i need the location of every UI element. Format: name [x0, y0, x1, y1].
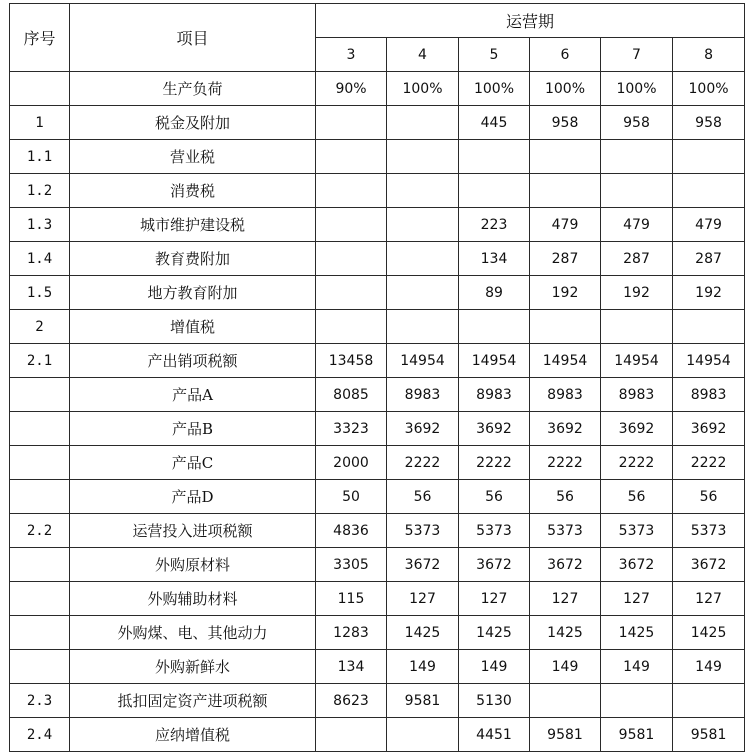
year-header: 8 [673, 38, 745, 72]
seq-cell [10, 446, 70, 480]
item-cell: 运营投入进项税额 [70, 514, 316, 548]
value-cell: 2222 [601, 446, 673, 480]
table-row [10, 582, 745, 616]
seq-cell [10, 480, 70, 514]
item-cell: 增值税 [70, 310, 316, 344]
value-cell: 90% [316, 72, 387, 106]
seq-cell [10, 378, 70, 412]
table-row [10, 242, 745, 276]
value-cell: 9581 [387, 684, 459, 718]
value-cell: 3672 [601, 548, 673, 582]
value-cell: 8623 [316, 684, 387, 718]
value-cell: 958 [601, 106, 673, 140]
value-cell [601, 140, 673, 174]
value-cell: 5373 [387, 514, 459, 548]
value-cell [673, 684, 745, 718]
value-cell: 5130 [459, 684, 530, 718]
seq-cell: 1.4 [10, 242, 70, 276]
table-row [10, 344, 745, 378]
table-row [10, 140, 745, 174]
value-cell: 3692 [673, 412, 745, 446]
value-cell: 100% [459, 72, 530, 106]
value-cell: 9581 [601, 718, 673, 752]
item-cell: 产出销项税额 [70, 344, 316, 378]
value-cell [673, 310, 745, 344]
value-cell: 1425 [673, 616, 745, 650]
value-cell: 287 [673, 242, 745, 276]
value-cell: 1425 [530, 616, 601, 650]
value-cell: 3672 [459, 548, 530, 582]
table-row [10, 310, 745, 344]
value-cell: 192 [530, 276, 601, 310]
value-cell: 5373 [459, 514, 530, 548]
year-header: 5 [459, 38, 530, 72]
value-cell: 3672 [387, 548, 459, 582]
value-cell: 4451 [459, 718, 530, 752]
seq-cell: 1.2 [10, 174, 70, 208]
value-cell: 8983 [673, 378, 745, 412]
seq-cell [10, 72, 70, 106]
seq-cell: 1.1 [10, 140, 70, 174]
value-cell [673, 174, 745, 208]
value-cell [530, 684, 601, 718]
item-cell: 外购辅助材料 [70, 582, 316, 616]
value-cell: 149 [530, 650, 601, 684]
value-cell: 14954 [530, 344, 601, 378]
value-cell: 56 [673, 480, 745, 514]
value-cell: 127 [459, 582, 530, 616]
value-cell: 50 [316, 480, 387, 514]
value-cell [601, 174, 673, 208]
value-cell: 3305 [316, 548, 387, 582]
value-cell: 14954 [387, 344, 459, 378]
seq-cell [10, 650, 70, 684]
value-cell [530, 174, 601, 208]
value-cell [459, 174, 530, 208]
value-cell: 479 [601, 208, 673, 242]
value-cell [316, 106, 387, 140]
value-cell: 100% [673, 72, 745, 106]
value-cell: 134 [316, 650, 387, 684]
value-cell: 958 [673, 106, 745, 140]
seq-cell: 2.1 [10, 344, 70, 378]
value-cell: 127 [387, 582, 459, 616]
value-cell [316, 208, 387, 242]
value-cell [387, 140, 459, 174]
value-cell [673, 140, 745, 174]
value-cell [530, 310, 601, 344]
value-cell [459, 310, 530, 344]
item-cell: 外购原材料 [70, 548, 316, 582]
value-cell [530, 140, 601, 174]
value-cell: 14954 [673, 344, 745, 378]
value-cell: 3692 [387, 412, 459, 446]
value-cell: 100% [530, 72, 601, 106]
value-cell: 14954 [601, 344, 673, 378]
seq-header: 序号 [10, 4, 70, 72]
value-cell [316, 140, 387, 174]
table-row [10, 378, 745, 412]
item-cell: 外购新鲜水 [70, 650, 316, 684]
value-cell: 149 [601, 650, 673, 684]
table-row [10, 514, 745, 548]
value-cell: 1425 [387, 616, 459, 650]
value-cell: 127 [530, 582, 601, 616]
value-cell [387, 718, 459, 752]
table-row [10, 446, 745, 480]
seq-cell [10, 616, 70, 650]
value-cell: 127 [673, 582, 745, 616]
year-header: 4 [387, 38, 459, 72]
value-cell: 192 [673, 276, 745, 310]
seq-cell: 2 [10, 310, 70, 344]
value-cell: 3672 [673, 548, 745, 582]
value-cell: 56 [530, 480, 601, 514]
value-cell: 56 [459, 480, 530, 514]
table-row [10, 684, 745, 718]
item-cell: 产品D [70, 480, 316, 514]
value-cell: 479 [530, 208, 601, 242]
value-cell: 149 [459, 650, 530, 684]
value-cell: 479 [673, 208, 745, 242]
value-cell: 9581 [673, 718, 745, 752]
tax-table [9, 3, 745, 752]
value-cell: 1283 [316, 616, 387, 650]
seq-cell: 2.4 [10, 718, 70, 752]
value-cell [459, 140, 530, 174]
value-cell [601, 684, 673, 718]
seq-cell: 1 [10, 106, 70, 140]
value-cell [387, 242, 459, 276]
value-cell [601, 310, 673, 344]
value-cell: 3323 [316, 412, 387, 446]
seq-cell: 1.3 [10, 208, 70, 242]
value-cell: 287 [601, 242, 673, 276]
value-cell [387, 310, 459, 344]
value-cell: 149 [673, 650, 745, 684]
table-row [10, 650, 745, 684]
value-cell: 127 [601, 582, 673, 616]
item-cell: 应纳增值税 [70, 718, 316, 752]
item-cell: 产品B [70, 412, 316, 446]
table-body [10, 4, 745, 752]
item-header: 项目 [70, 4, 316, 72]
value-cell: 2222 [459, 446, 530, 480]
value-cell: 5373 [530, 514, 601, 548]
item-cell: 教育费附加 [70, 242, 316, 276]
seq-cell [10, 412, 70, 446]
table-row [10, 480, 745, 514]
table-row [10, 276, 745, 310]
value-cell: 223 [459, 208, 530, 242]
table-row [10, 718, 745, 752]
item-cell: 营业税 [70, 140, 316, 174]
table-row [10, 548, 745, 582]
value-cell: 100% [601, 72, 673, 106]
value-cell: 115 [316, 582, 387, 616]
value-cell: 8085 [316, 378, 387, 412]
value-cell: 2222 [530, 446, 601, 480]
seq-cell: 2.2 [10, 514, 70, 548]
value-cell [387, 174, 459, 208]
value-cell: 4836 [316, 514, 387, 548]
value-cell [316, 310, 387, 344]
value-cell: 1425 [459, 616, 530, 650]
value-cell: 8983 [387, 378, 459, 412]
value-cell: 134 [459, 242, 530, 276]
value-cell: 2222 [387, 446, 459, 480]
value-cell: 14954 [459, 344, 530, 378]
period-header: 运营期 [316, 4, 745, 38]
value-cell [316, 276, 387, 310]
value-cell: 1425 [601, 616, 673, 650]
value-cell: 3672 [530, 548, 601, 582]
value-cell: 56 [387, 480, 459, 514]
item-cell: 产品A [70, 378, 316, 412]
item-cell: 税金及附加 [70, 106, 316, 140]
item-cell: 消费税 [70, 174, 316, 208]
table-row [10, 72, 745, 106]
value-cell: 89 [459, 276, 530, 310]
year-header: 6 [530, 38, 601, 72]
table-row [10, 208, 745, 242]
value-cell [387, 106, 459, 140]
value-cell: 100% [387, 72, 459, 106]
value-cell: 5373 [601, 514, 673, 548]
table-row [10, 174, 745, 208]
seq-cell: 2.3 [10, 684, 70, 718]
item-cell: 地方教育附加 [70, 276, 316, 310]
seq-cell [10, 582, 70, 616]
value-cell: 3692 [459, 412, 530, 446]
value-cell: 3692 [530, 412, 601, 446]
value-cell: 9581 [530, 718, 601, 752]
value-cell [316, 174, 387, 208]
seq-cell: 1.5 [10, 276, 70, 310]
value-cell: 958 [530, 106, 601, 140]
value-cell: 3692 [601, 412, 673, 446]
value-cell: 2222 [673, 446, 745, 480]
table-row [10, 106, 745, 140]
value-cell: 8983 [530, 378, 601, 412]
value-cell: 13458 [316, 344, 387, 378]
value-cell [316, 718, 387, 752]
header-row-1 [10, 4, 745, 38]
value-cell: 8983 [601, 378, 673, 412]
table-row [10, 616, 745, 650]
value-cell [387, 208, 459, 242]
value-cell: 5373 [673, 514, 745, 548]
item-cell: 抵扣固定资产进项税额 [70, 684, 316, 718]
item-cell: 外购煤、电、其他动力 [70, 616, 316, 650]
year-header: 7 [601, 38, 673, 72]
value-cell: 56 [601, 480, 673, 514]
value-cell [316, 242, 387, 276]
year-header: 3 [316, 38, 387, 72]
value-cell: 2000 [316, 446, 387, 480]
value-cell: 8983 [459, 378, 530, 412]
value-cell: 287 [530, 242, 601, 276]
value-cell: 192 [601, 276, 673, 310]
item-cell: 产品C [70, 446, 316, 480]
table-row [10, 412, 745, 446]
value-cell: 445 [459, 106, 530, 140]
item-cell: 生产负荷 [70, 72, 316, 106]
value-cell: 149 [387, 650, 459, 684]
item-cell: 城市维护建设税 [70, 208, 316, 242]
seq-cell [10, 548, 70, 582]
value-cell [387, 276, 459, 310]
